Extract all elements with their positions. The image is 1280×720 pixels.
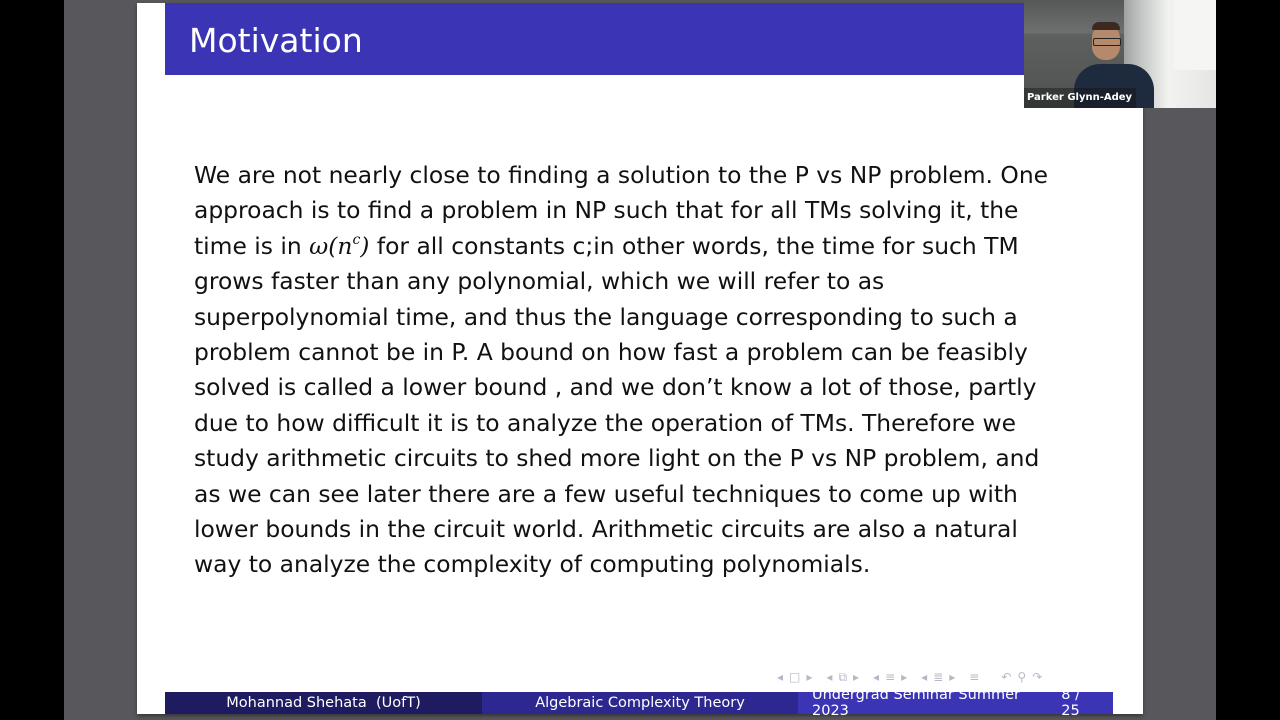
next-part-icon[interactable]: ▸ (949, 670, 956, 684)
participant-hair (1092, 22, 1120, 30)
body-line: superpolynomial time, and thus the language corresponding to such a (194, 302, 1018, 331)
math-expression (309, 232, 369, 260)
slide-title-bar (165, 3, 1024, 75)
math-base: ω(n (309, 231, 353, 260)
body-text-segment: for all constants c;in other words, the time for such TM (369, 231, 1019, 260)
forward-icon[interactable]: ↷ (1032, 670, 1043, 684)
body-line: due to how difficult it is to analyze the operation of TMs. Therefore we (194, 408, 1017, 437)
body-line: way to analyze the complexity of computing polynomials. (194, 550, 871, 579)
page-number: 8 / 25 (1061, 687, 1080, 719)
presentation-slide (137, 3, 1143, 719)
body-line: solved is called a lower bound , and we don’t know a lot of those, partly (194, 373, 1037, 402)
beamer-navigation-symbols (777, 669, 1048, 685)
letterbox-left (0, 0, 64, 720)
math-close: ) (360, 231, 370, 260)
toc-icon[interactable]: ≡ (969, 670, 980, 684)
footer-event (798, 687, 1113, 719)
next-section-icon[interactable]: ▸ (901, 670, 908, 684)
next-subsection-icon[interactable]: ▸ (853, 670, 860, 684)
body-line: problem cannot be in P. A bound on how fast a problem can be feasibly (194, 338, 1028, 367)
body-line: as we can see later there are a few useful techniques to come up with (194, 479, 1018, 508)
prev-frame-icon[interactable]: ◂ (777, 670, 784, 684)
body-line: approach is to find a problem in NP such that for all TMs solving it, the (194, 196, 1019, 225)
slide-title: Motivation (189, 21, 363, 60)
prev-section-icon[interactable]: ◂ (873, 670, 880, 684)
body-line: study arithmetic circuits to shed more light on the P vs NP problem, and (194, 444, 1040, 473)
participant-name: Parker Glynn-Adey (1024, 88, 1136, 108)
search-icon[interactable]: ⚲ (1017, 670, 1027, 684)
slide-body (194, 158, 1114, 583)
math-superscript: c (352, 231, 361, 248)
footer-author-text: Mohannad Shehata (UofT) (226, 695, 421, 711)
body-line (194, 229, 1114, 264)
participant-glasses (1093, 38, 1121, 46)
footer-author (165, 692, 482, 714)
body-text-segment: time is in (194, 231, 310, 260)
body-line: grows faster than any polynomial, which we will refer to as (194, 267, 885, 296)
prev-part-icon[interactable]: ◂ (921, 670, 928, 684)
subsection-icon[interactable]: ⧉ (838, 669, 848, 684)
frame-icon[interactable]: □ (789, 670, 801, 684)
footer-title-text: Algebraic Complexity Theory (535, 695, 745, 711)
letterbox-right (1216, 0, 1280, 720)
footer-title (482, 692, 798, 714)
part-icon[interactable]: ≣ (933, 670, 944, 684)
body-line: We are not nearly close to finding a solution to the P vs NP problem. One (194, 161, 1049, 189)
prev-subsection-icon[interactable]: ◂ (826, 670, 833, 684)
video-background-window (1174, 0, 1216, 70)
back-icon[interactable]: ↶ (1001, 670, 1012, 684)
body-line: lower bounds in the circuit world. Arithmetic circuits are also a natural (194, 515, 1018, 544)
footer-event-text: Undergrad Seminar Summer 2023 (812, 687, 1020, 719)
section-icon[interactable]: ≡ (885, 670, 896, 684)
participant-video-tile[interactable] (1024, 0, 1216, 108)
slide-footer (165, 687, 1113, 719)
next-frame-icon[interactable]: ▸ (806, 670, 813, 684)
